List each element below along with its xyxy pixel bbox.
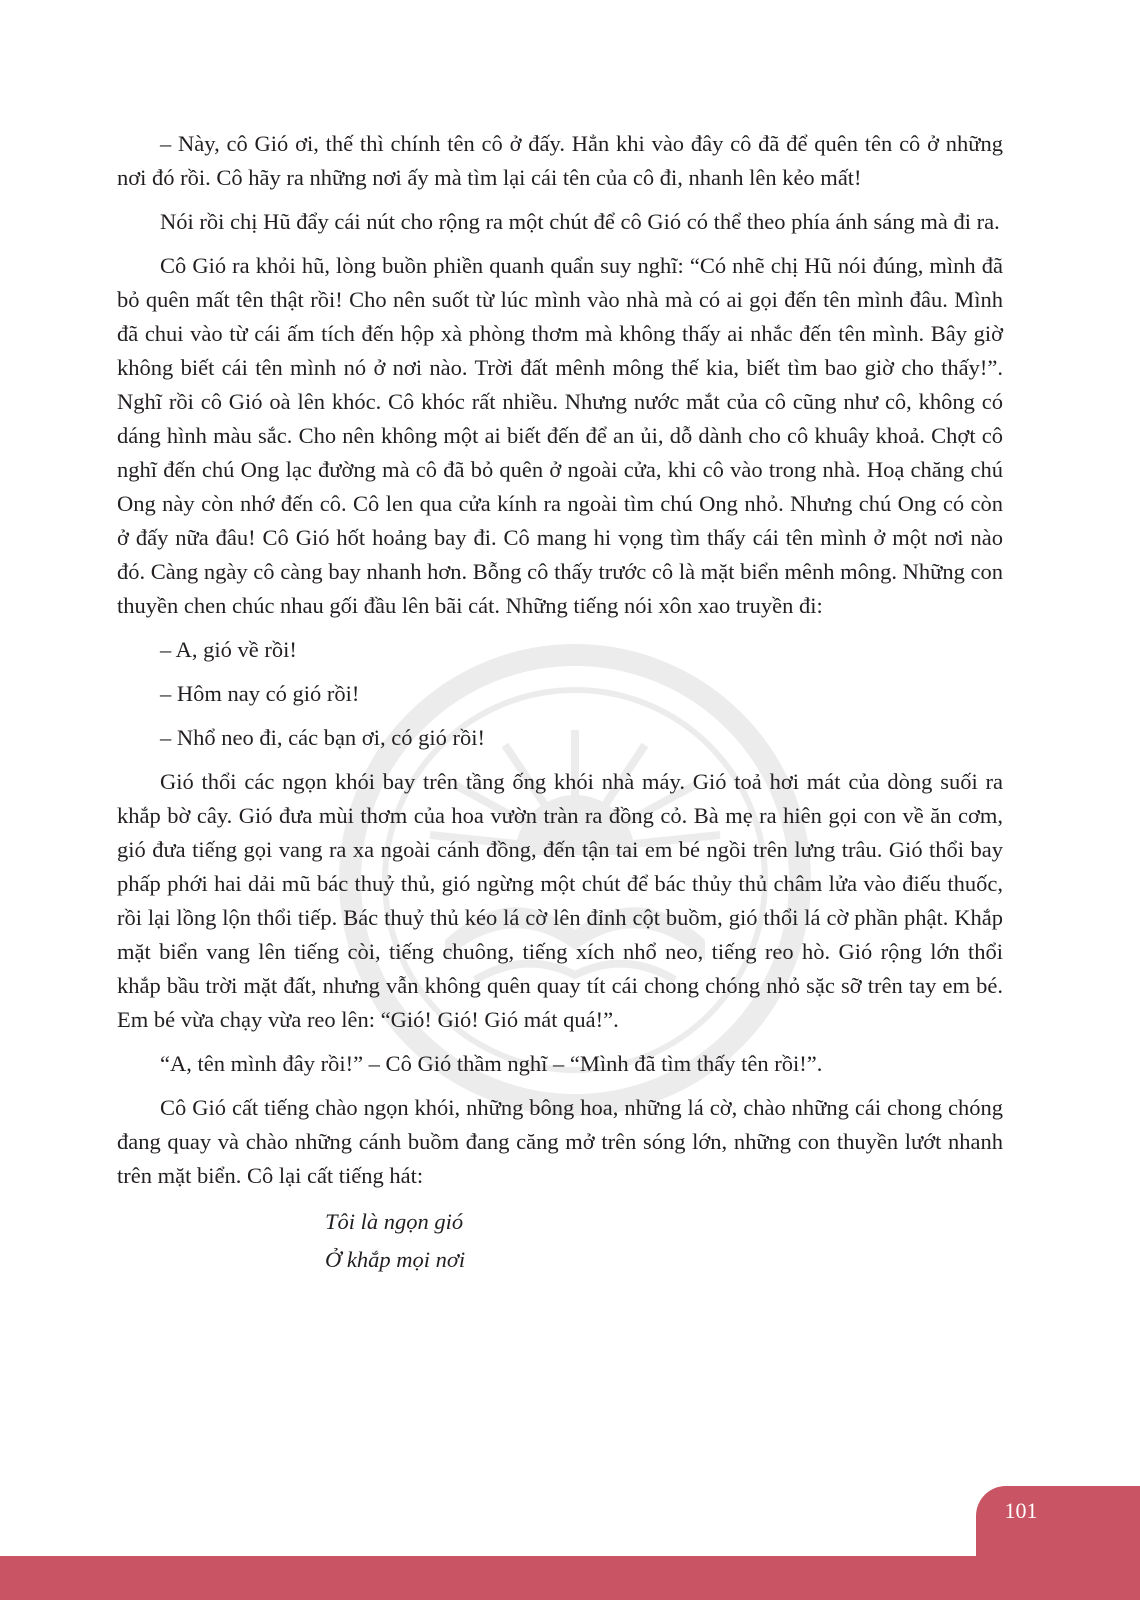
page-number: 101 [1004,1498,1038,1523]
paragraph: Cô Gió cất tiếng chào ngọn khói, những bông hoa, những lá cờ, chào những cái chong chóng đang quay và chào những cánh buồm đang căng mở trên sóng lớn, những con thuyền lướt nhanh trên mặt biển. Cô lại cất tiếng hát: [117,1095,1003,1188]
poem-line: Tôi là ngọn gió [325,1209,464,1234]
dialogue-line: – Hôm nay có gió rồi! [160,681,360,706]
page-number-tab [976,1486,1140,1556]
paragraph: Cô Gió ra khỏi hũ, lòng buồn phiền quanh quẩn suy nghĩ: “Có nhẽ chị Hũ nói đúng, mình đã bỏ quên mất tên thật rồi! Cho nên suốt từ lúc mình vào nhà mà có ai gọi đến tên mình đâu. Mình đã chui vào từ cái ấm tích đến hộp xà phòng thơm mà không thấy ai nhắc đến tên mình. Bây giờ không biết cái tên mình nó ở nơi nào. Trời đất mênh mông thế kia, biết tìm bao giờ cho thấy!”. Nghĩ rồi cô Gió oà lên khóc. Cô khóc rất nhiều. Nhưng nước mắt của cô cũng như cô, không có dáng hình màu sắc. Cho nên không một ai biết đến để an ủi, dỗ dành cho cô khuây khoả. Chợt cô nghĩ đến chú Ong lạc đường mà cô đã bỏ quên ở ngoài cửa, khi cô vào trong nhà. Hoạ chăng chú Ong này còn nhớ đến cô. Cô len qua cửa kính ra ngoài tìm chú Ong nhỏ. Nhưng chú Ong có còn ở đấy nữa đâu! Cô Gió hốt hoảng bay đi. Cô mang hi vọng tìm thấy cái tên mình ở một nơi nào đó. Càng ngày cô càng bay nhanh hơn. Bỗng cô thấy trước cô là mặt biển mênh mông. Những con thuyền chen chúc nhau gối đầu lên bãi cát. Những tiếng nói xôn xao truyền đi: [117,253,1003,618]
dialogue-line: – A, gió về rồi! [160,637,297,662]
paragraph: Gió thổi các ngọn khói bay trên tầng ống khói nhà máy. Gió toả hơi mát của dòng suối ra khắp bờ cây. Gió đưa mùi thơm của hoa vườn tràn ra đồng cỏ. Bà mẹ ra hiên gọi con về ăn cơm, gió đưa tiếng gọi vang ra xa ngoài cánh đồng, đến tận tai em bé ngồi trên lưng trâu. Gió thổi bay phấp phới hai dải mũ bác thuỷ thủ, gió ngừng một chút để bác thủy thủ châm lửa vào điếu thuốc, rồi lại lồng lộn thổi tiếp. Bác thuỷ thủ kéo lá cờ lên đỉnh cột buồm, gió thổi lá cờ phần phật. Khắp mặt biển vang lên tiếng còi, tiếng chuông, tiếng xích nhổ neo, tiếng reo hò. Gió rộng lớn thổi khắp bầu trời mặt đất, nhưng vẫn không quên quay tít cái chong chóng nhỏ sặc sỡ trên tay em bé. Em bé vừa chạy vừa reo lên: “Gió! Gió! Gió mát quá!”. [117,769,1003,1032]
paragraph: – Này, cô Gió ơi, thế thì chính tên cô ở đấy. Hẳn khi vào đây cô đã để quên tên cô ở những nơi đó rồi. Cô hãy ra những nơi ấy mà tìm lại cái tên của cô đi, nhanh lên kẻo mất! [117,131,1003,190]
paragraph: “A, tên mình đây rồi!” – Cô Gió thầm nghĩ – “Mình đã tìm thấy tên rồi!”. [160,1051,823,1076]
poem-line: Ở khắp mọi nơi [325,1247,466,1272]
poem [325,1203,1003,1279]
story-text [117,127,1003,1279]
dialogue-line: – Nhổ neo đi, các bạn ơi, có gió rồi! [160,725,485,750]
footer-bar [0,1556,1140,1600]
paragraph: Nói rồi chị Hũ đẩy cái nút cho rộng ra một chút để cô Gió có thể theo phía ánh sáng mà đi ra. [160,209,1000,234]
